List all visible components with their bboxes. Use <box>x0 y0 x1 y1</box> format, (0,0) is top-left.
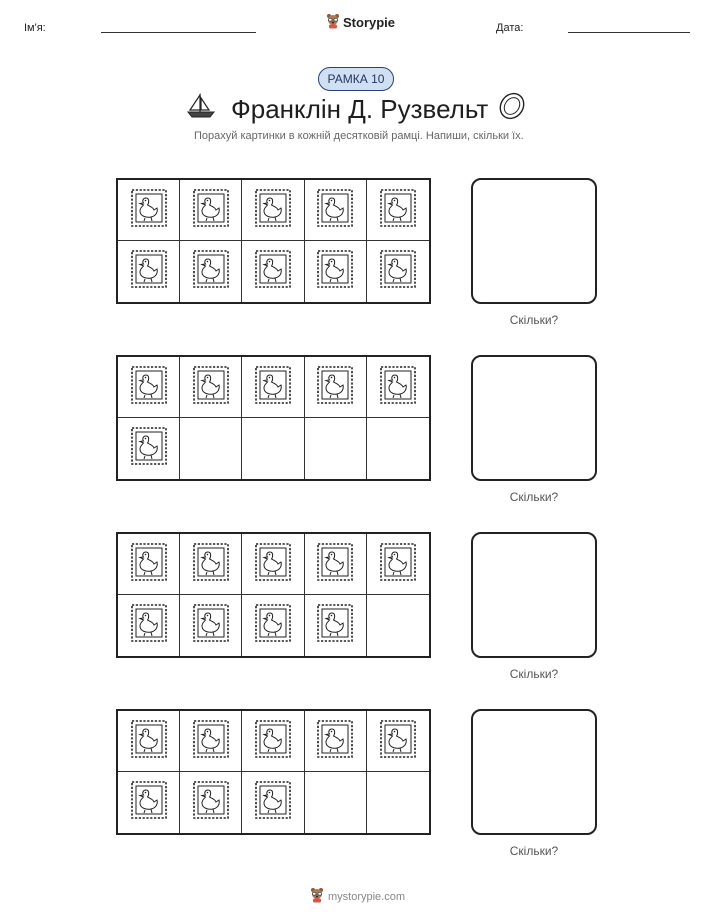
ten-frame-cell <box>180 180 242 241</box>
duck-stamp-icon <box>316 719 354 764</box>
ten-frame-cell <box>305 418 367 479</box>
duck-stamp-icon <box>192 188 230 233</box>
duck-stamp-icon <box>192 603 230 648</box>
ten-frame-cell <box>367 180 429 241</box>
footer-site: mystorypie.com <box>328 890 406 903</box>
how-many-label: Скільки? <box>509 667 559 681</box>
ten-frame-cell <box>367 357 429 418</box>
ten-frame-cell <box>180 357 242 418</box>
ten-frame-2 <box>116 355 431 481</box>
ten-frame-cell <box>180 534 242 595</box>
ten-frame-cell <box>118 534 180 595</box>
bear-logo-icon <box>326 13 340 32</box>
ten-frame-cell <box>180 711 242 772</box>
duck-stamp-icon <box>130 249 168 294</box>
date-label: Дата: <box>496 22 524 34</box>
frame-badge: РАМКА 10 <box>318 67 394 91</box>
duck-stamp-icon <box>379 188 417 233</box>
duck-stamp-icon <box>316 603 354 648</box>
duck-stamp-icon <box>254 365 292 410</box>
duck-stamp-icon <box>254 249 292 294</box>
answer-box-4[interactable] <box>471 709 597 835</box>
duck-stamp-icon <box>254 188 292 233</box>
duck-stamp-icon <box>254 603 292 648</box>
bear-logo-icon <box>310 887 324 906</box>
ten-frame-cell <box>180 595 242 656</box>
duck-stamp-icon <box>379 365 417 410</box>
ten-frame-cell <box>118 418 180 479</box>
duck-stamp-icon <box>316 365 354 410</box>
ten-frame-1 <box>116 178 431 304</box>
sailboat-icon <box>186 92 216 125</box>
footer <box>310 887 405 906</box>
how-many-label: Скільки? <box>509 844 559 858</box>
duck-stamp-icon <box>130 719 168 764</box>
ten-frame-cell <box>305 534 367 595</box>
ten-frame-cell <box>180 772 242 833</box>
ten-frame-cell <box>367 711 429 772</box>
duck-stamp-icon <box>130 426 168 471</box>
duck-stamp-icon <box>192 365 230 410</box>
duck-stamp-icon <box>130 188 168 233</box>
ten-frame-cell <box>305 772 367 833</box>
duck-stamp-icon <box>316 542 354 587</box>
ten-frame-3 <box>116 532 431 658</box>
ten-frame-cell <box>242 357 304 418</box>
how-many-label: Скільки? <box>509 313 559 327</box>
ten-frame-cell <box>305 711 367 772</box>
answer-box-3[interactable] <box>471 532 597 658</box>
duck-stamp-icon <box>379 542 417 587</box>
duck-stamp-icon <box>192 719 230 764</box>
ten-frame-cell <box>305 595 367 656</box>
coin-icon <box>497 91 527 126</box>
ten-frame-cell <box>118 772 180 833</box>
duck-stamp-icon <box>130 365 168 410</box>
ten-frame-cell <box>180 418 242 479</box>
duck-stamp-icon <box>316 188 354 233</box>
duck-stamp-icon <box>254 542 292 587</box>
duck-stamp-icon <box>316 249 354 294</box>
duck-stamp-icon <box>254 780 292 825</box>
ten-frame-cell <box>180 241 242 302</box>
duck-stamp-icon <box>192 780 230 825</box>
instructions: Порахуй картинки в кожній десятковій рамці. Напиши, скільки їх. <box>194 130 524 142</box>
name-label: Ім'я: <box>24 22 46 34</box>
duck-stamp-icon <box>130 780 168 825</box>
ten-frame-cell <box>242 418 304 479</box>
duck-stamp-icon <box>379 249 417 294</box>
ten-frame-cell <box>118 180 180 241</box>
duck-stamp-icon <box>192 249 230 294</box>
page-title: Франклін Д. Рузвельт <box>231 94 489 124</box>
duck-stamp-icon <box>130 542 168 587</box>
how-many-label: Скільки? <box>509 490 559 504</box>
ten-frame-cell <box>305 180 367 241</box>
name-line[interactable] <box>101 32 256 33</box>
ten-frame-cell <box>367 418 429 479</box>
date-line[interactable] <box>568 32 690 33</box>
ten-frame-cell <box>367 534 429 595</box>
ten-frame-4 <box>116 709 431 835</box>
ten-frame-cell <box>242 772 304 833</box>
duck-stamp-icon <box>130 603 168 648</box>
ten-frame-cell <box>242 595 304 656</box>
ten-frame-cell <box>367 241 429 302</box>
ten-frame-cell <box>118 711 180 772</box>
brand-logo <box>326 13 395 32</box>
ten-frame-cell <box>118 357 180 418</box>
ten-frame-cell <box>367 595 429 656</box>
answer-box-2[interactable] <box>471 355 597 481</box>
ten-frame-cell <box>118 241 180 302</box>
ten-frame-cell <box>242 711 304 772</box>
ten-frame-cell <box>305 241 367 302</box>
duck-stamp-icon <box>254 719 292 764</box>
brand-name: Storypie <box>343 15 396 30</box>
ten-frame-cell <box>242 534 304 595</box>
ten-frame-cell <box>118 595 180 656</box>
ten-frame-cell <box>242 180 304 241</box>
duck-stamp-icon <box>379 719 417 764</box>
duck-stamp-icon <box>192 542 230 587</box>
answer-box-1[interactable] <box>471 178 597 304</box>
ten-frame-cell <box>242 241 304 302</box>
ten-frame-cell <box>305 357 367 418</box>
ten-frame-cell <box>367 772 429 833</box>
